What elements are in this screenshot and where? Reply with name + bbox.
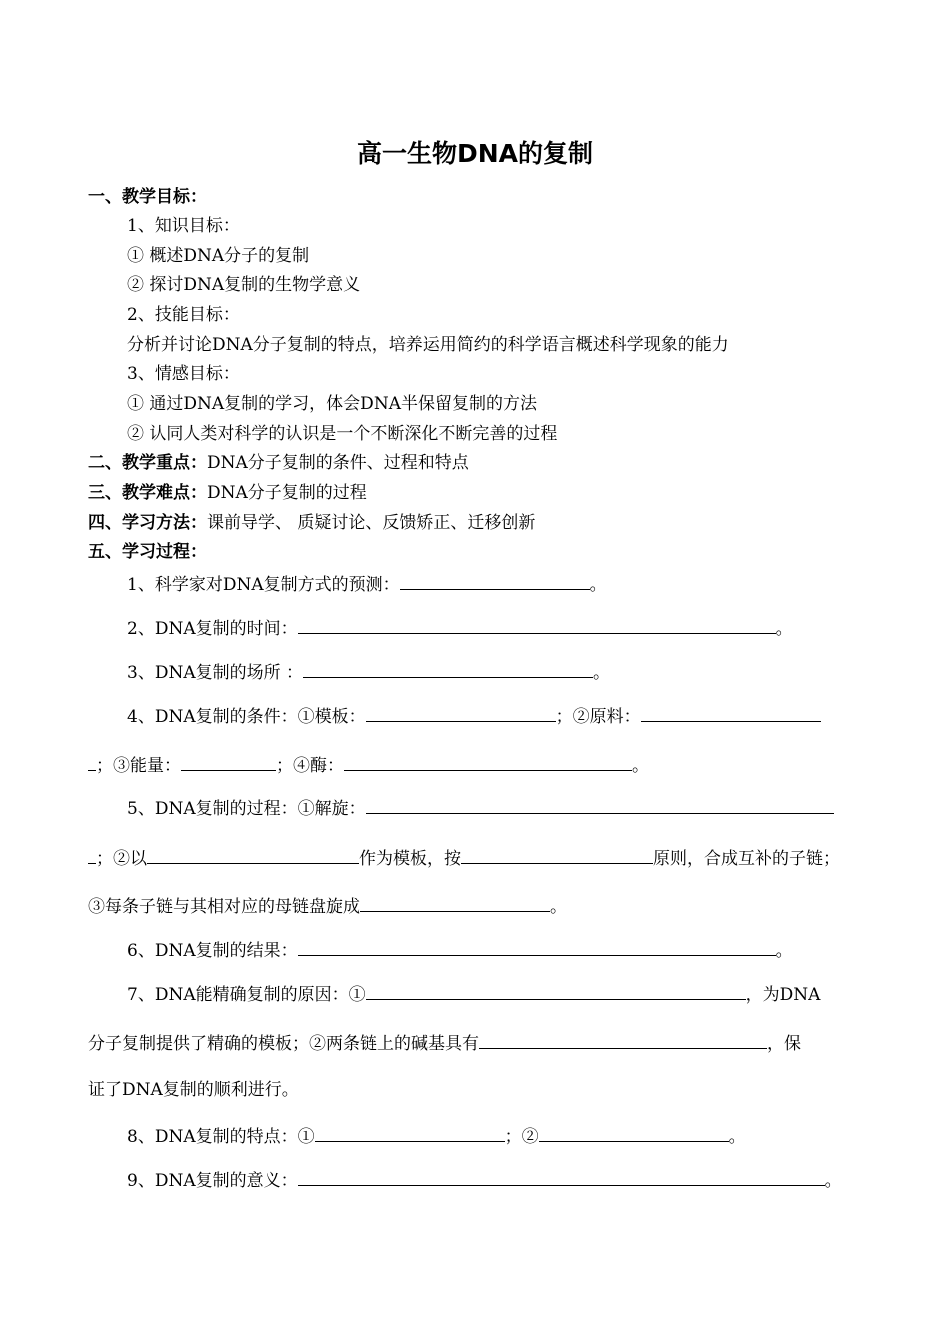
q5-text-e: ③每条子链与其相对应的母链盘旋成 [88,897,360,917]
q1-end: 。 [589,575,607,595]
q2-answer-blank[interactable] [298,615,776,634]
q9-answer-blank[interactable] [298,1167,825,1186]
knowledge-objective: 1、知识目标： [127,216,240,236]
q2-end: 。 [775,619,793,639]
q4-energy-blank[interactable] [181,752,276,771]
skill-item-1: 分析并讨论DNA分子复制的特点，培养运用简约的科学语言概述科学现象的能力 [127,335,729,355]
q5-unwind-blank[interactable] [366,795,834,814]
page-title: 高一生物DNA的复制 [356,139,594,168]
q3-text: 3、DNA复制的场所 ： [127,663,304,683]
q9-end: 。 [824,1171,842,1191]
emotion-item-2: ② 认同人类对科学的认识是一个不断深化不断完善的过程 [127,424,558,444]
q5-text-a: 5、DNA复制的过程：①解旋： [127,799,366,819]
methods [88,512,535,534]
question-2 [127,615,793,640]
q7-text-d: ，保 [767,1034,801,1054]
question-4-cont [88,752,649,777]
objectives-heading: 一、教学目标： [88,187,207,207]
q5-text-d: 原则，合成互补的子链； [653,849,840,869]
q4-template-blank[interactable] [366,703,556,722]
q8-text-a: 8、DNA复制的特点：① [127,1127,315,1147]
key-points-text: DNA分子复制的条件、过程和特点 [207,453,469,473]
emotion-item-1: ① 通过DNA复制的学习，体会DNA半保留复制的方法 [127,394,537,414]
q6-text: 6、DNA复制的结果： [127,941,298,961]
q7-reason-1-blank[interactable] [366,981,746,1000]
q5-text-c: 作为模板，按 [359,849,461,869]
q4-material-blank[interactable] [641,703,821,722]
question-7-cont [88,1030,801,1055]
question-5-cont [88,845,840,870]
question-9 [127,1167,842,1192]
q2-text: 2、DNA复制的时间： [127,619,298,639]
q5-text-b: ；②以 [96,849,147,869]
q5-principle-blank[interactable] [461,845,653,864]
skill-objective: 2、技能目标： [127,305,240,325]
q4-text-c: ；③能量： [96,756,181,776]
question-7-cont-2: 证了DNA复制的顺利进行。 [88,1080,299,1100]
process-heading: 五、学习过程： [88,542,207,562]
q5-helix-blank[interactable] [360,893,550,912]
q4-end: 。 [632,756,649,776]
question-1 [127,571,607,596]
knowledge-item-2: ② 探讨DNA复制的生物学意义 [127,275,361,295]
q8-end: 。 [728,1127,746,1147]
question-8 [127,1123,746,1148]
q6-end: 。 [775,941,793,961]
q4-material-blank-cont[interactable] [88,752,96,771]
question-4 [127,703,821,728]
difficulties-label: 三、教学难点： [88,483,207,503]
q1-text: 1、科学家对DNA复制方式的预测： [127,575,400,595]
q8-text-b: ；② [504,1127,539,1147]
question-7 [127,981,820,1006]
q3-answer-blank[interactable] [303,659,593,678]
methods-text: 课前导学、 质疑讨论、反馈矫正、迁移创新 [207,513,536,533]
q3-end: 。 [593,663,611,683]
q7-text-a: 7、DNA能精确复制的原因：① [127,985,366,1005]
q7-reason-2-blank[interactable] [479,1030,767,1049]
q5-template-blank[interactable] [147,845,359,864]
question-6 [127,937,793,962]
q8-feature-1-blank[interactable] [315,1123,505,1142]
q5-unwind-blank-cont[interactable] [88,845,96,864]
emotion-objective: 3、情感目标： [127,364,240,384]
q8-feature-2-blank[interactable] [539,1123,729,1142]
q4-enzyme-blank[interactable] [344,752,632,771]
key-points-label: 二、教学重点： [88,453,207,473]
q5-end: 。 [550,897,567,917]
q4-text-a: 4、DNA复制的条件：①模板： [127,707,366,727]
knowledge-item-1: ① 概述DNA分子的复制 [127,246,310,266]
difficulties-text: DNA分子复制的过程 [207,483,367,503]
difficulties [88,482,367,504]
q9-text: 9、DNA复制的意义： [127,1171,298,1191]
q4-text-b: ；②原料： [555,707,641,727]
question-5-cont-2 [88,893,567,918]
q1-answer-blank[interactable] [400,571,590,590]
q6-answer-blank[interactable] [298,937,776,956]
q7-text-b: ，为DNA [745,985,821,1005]
q7-text-c: 分子复制提供了精确的模板；②两条链上的碱基具有 [88,1034,479,1054]
question-3 [127,659,610,684]
question-5 [127,795,834,820]
q4-text-d: ；④酶： [276,756,344,776]
key-points [88,452,469,474]
methods-label: 四、学习方法： [88,513,207,533]
